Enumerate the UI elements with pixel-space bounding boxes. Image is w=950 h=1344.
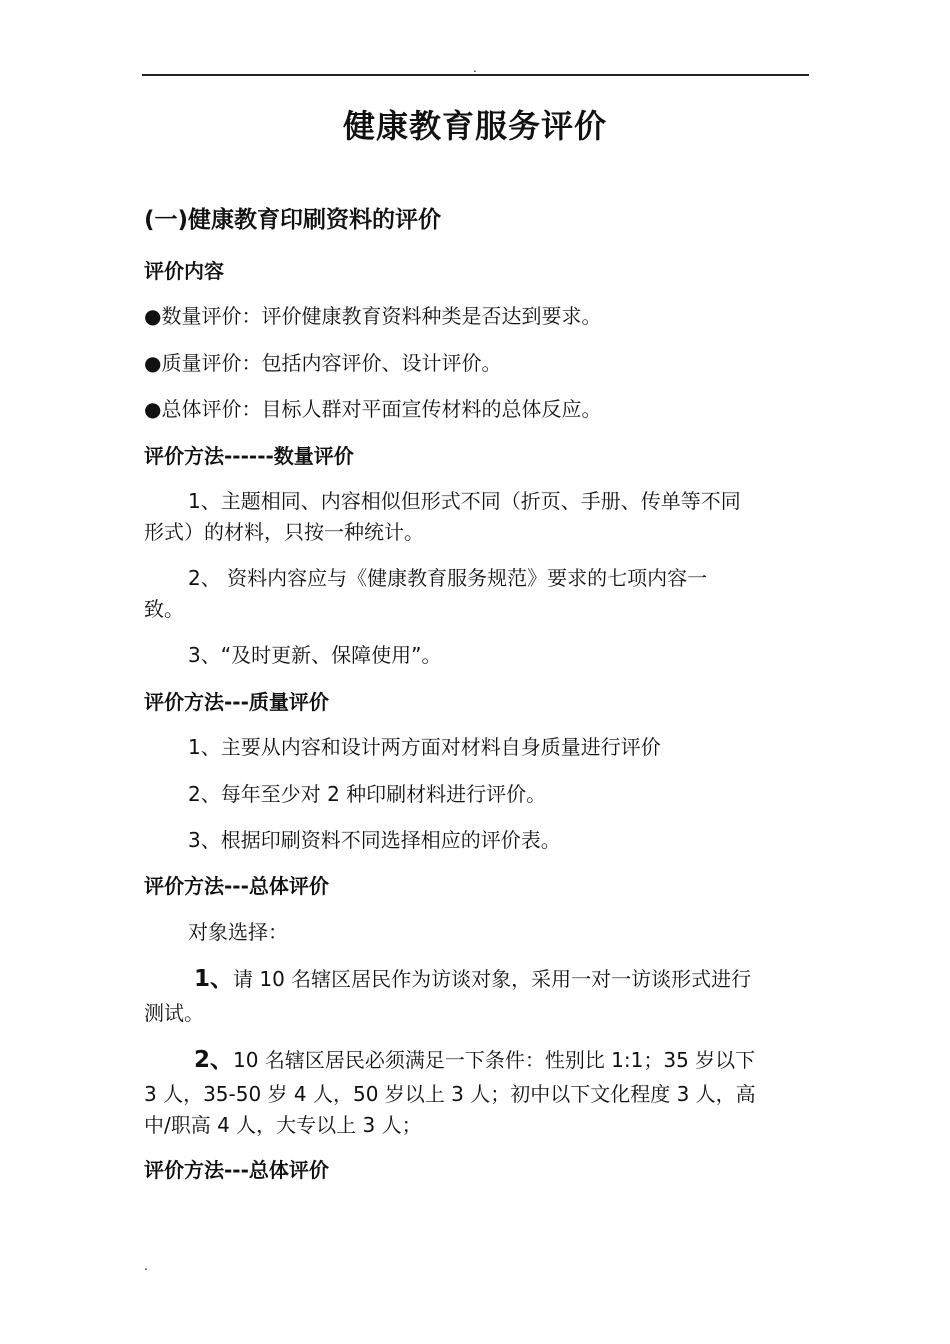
bullet-item: ●质量评价：包括内容评价、设计评价。 bbox=[144, 351, 502, 375]
list-item: 3、根据印刷资料不同选择相应的评价表。 bbox=[188, 828, 561, 852]
list-item-line: 测试。 bbox=[144, 1001, 204, 1025]
method-quantity-heading: 评价方法------数量评价 bbox=[144, 444, 354, 468]
list-item-line: 3 人，35-50 岁 4 人，50 岁以上 3 人；初中以下文化程度 3 人，高 bbox=[144, 1082, 756, 1106]
method-overall-heading: 评价方法---总体评价 bbox=[144, 874, 329, 898]
list-item-line: 3、“及时更新、保障使用”。 bbox=[188, 643, 442, 667]
list-item-line: 致。 bbox=[144, 597, 184, 621]
content-heading: 评价内容 bbox=[144, 259, 224, 283]
list-item-line: 形式）的材料，只按一种统计。 bbox=[144, 520, 424, 544]
list-number: 1、 bbox=[194, 966, 234, 992]
list-item-line: 中/职高 4 人，大专以上 3 人； bbox=[144, 1113, 422, 1137]
footer-mark: . bbox=[144, 1259, 148, 1273]
list-item-line bbox=[194, 1045, 755, 1076]
method-overall-heading-repeat: 评价方法---总体评价 bbox=[144, 1158, 329, 1182]
list-number: 2、 bbox=[194, 1047, 234, 1073]
bullet-item: ●数量评价：评价健康教育资料种类是否达到要求。 bbox=[144, 304, 602, 328]
header-rule bbox=[142, 74, 809, 76]
list-text: 请 10 名辖区居民作为访谈对象，采用一对一访谈形式进行 bbox=[233, 967, 752, 991]
intro-text: 对象选择： bbox=[188, 920, 288, 944]
header-mark: . bbox=[473, 61, 477, 75]
list-item-line: 1、主题相同、内容相似但形式不同（折页、手册、传单等不同 bbox=[188, 489, 741, 513]
bullet-item: ●总体评价：目标人群对平面宣传材料的总体反应。 bbox=[144, 397, 602, 421]
list-text: 10 名辖区居民必须满足一下条件：性别比 1:1；35 岁以下 bbox=[233, 1048, 756, 1072]
method-quality-heading: 评价方法---质量评价 bbox=[144, 690, 329, 714]
list-item: 1、主要从内容和设计两方面对材料自身质量进行评价 bbox=[188, 735, 661, 759]
section-heading: (一)健康教育印刷资料的评价 bbox=[144, 207, 442, 233]
list-item-line bbox=[194, 964, 751, 995]
list-item: 2、每年至少对 2 种印刷材料进行评价。 bbox=[188, 782, 547, 806]
page-title: 健康教育服务评价 bbox=[342, 107, 607, 145]
list-item-line: 2、 资料内容应与《健康教育服务规范》要求的七项内容一 bbox=[188, 566, 708, 590]
